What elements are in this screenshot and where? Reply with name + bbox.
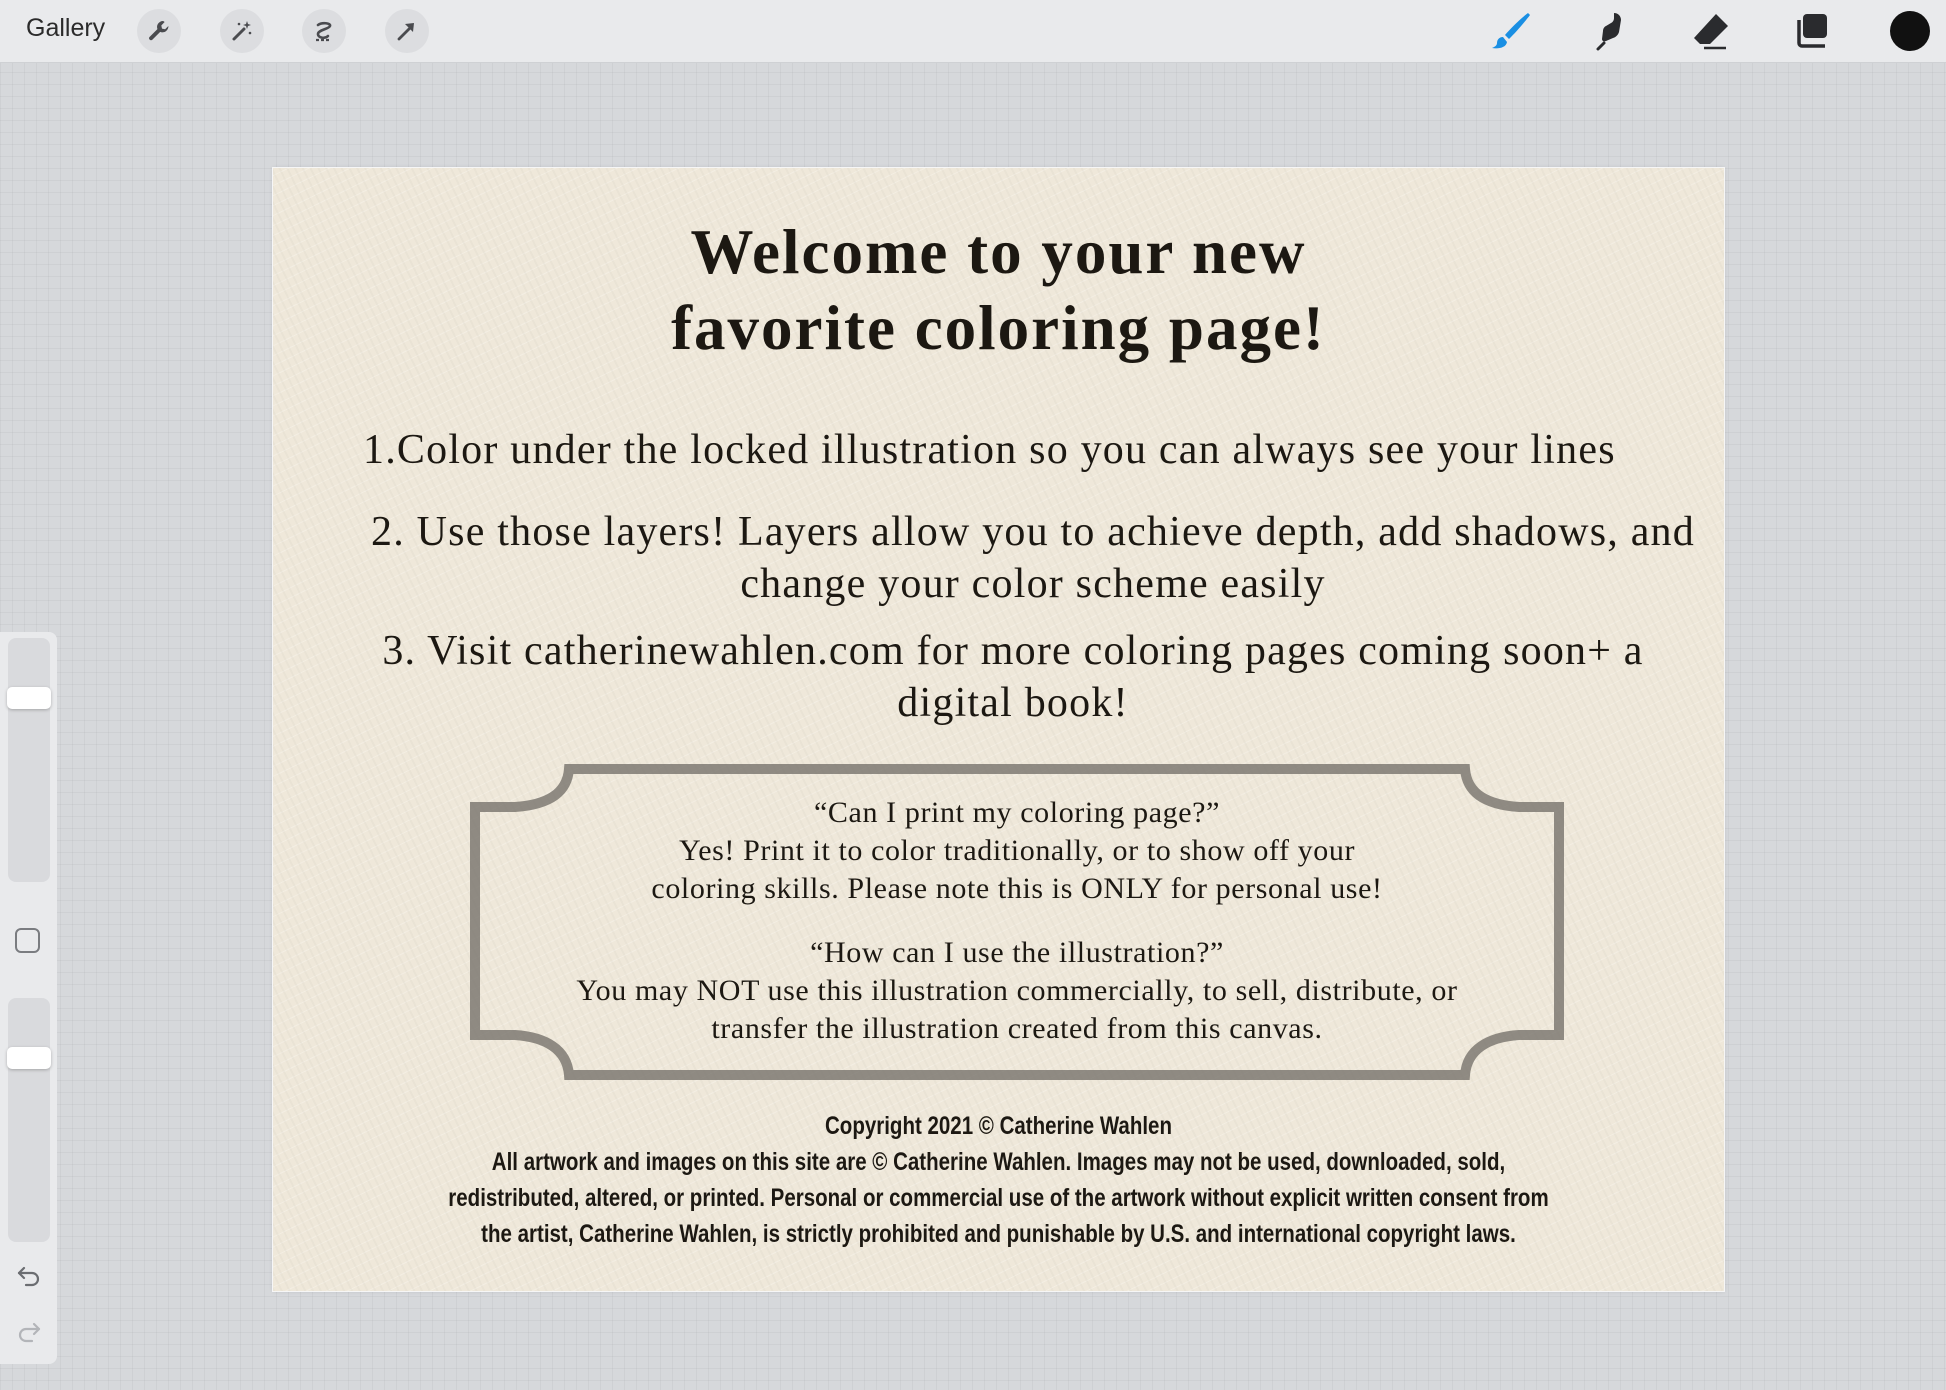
faq-answer-line: Yes! Print it to color traditionally, or to show off your [678,834,1356,867]
redo-icon[interactable] [14,1316,44,1346]
transform-arrow-icon[interactable] [385,9,429,53]
step-line: 3. Visit catherinewahlen.com for more coloring pages coming soon+ a [382,628,1644,674]
left-sidebar [0,632,57,1364]
step-line: 2. Use those layers! Layers allow you to achieve depth, add shadows, and [371,509,1695,555]
copyright-line: the artist, Catherine Wahlen, is strictly prohibited and punishable by U.S. and international copyright laws. [481,1220,1516,1248]
brush-size-slider-thumb[interactable] [7,687,51,709]
magic-wand-icon[interactable] [220,9,264,53]
title-line: Welcome to your new [690,217,1307,287]
eraser-icon[interactable] [1690,10,1732,52]
selection-icon[interactable] [302,9,346,53]
faq-print [469,794,1565,908]
faq-question: “How can I use the illustration?” [810,936,1224,969]
undo-icon[interactable] [14,1260,44,1290]
faq-answer-line: coloring skills. Please note this is ONLY for personal use! [651,872,1383,905]
wrench-icon[interactable] [137,9,181,53]
step-1 [363,424,1703,476]
copyright-line: redistributed, altered, or printed. Personal or commercial use of the artwork without explicit written consent from [448,1184,1549,1212]
opacity-slider[interactable] [8,998,50,1242]
step-2 [353,506,1713,610]
brush-icon[interactable] [1490,10,1532,52]
title-line: favorite coloring page! [671,293,1326,363]
step-3 [353,625,1673,729]
gallery-button[interactable]: Gallery [26,14,106,42]
opacity-slider-thumb[interactable] [7,1047,51,1069]
faq-use [469,934,1565,1048]
step-line: change your color scheme easily [740,561,1326,607]
layers-icon[interactable] [1790,10,1832,52]
drawing-canvas[interactable] [273,168,1724,1291]
page-title [273,214,1724,366]
brush-size-slider[interactable] [8,638,50,882]
faq-question: “Can I print my coloring page?” [814,796,1220,829]
copyright-line: All artwork and images on this site are © Catherine Wahlen. Images may not be used, downloaded, sold, [491,1148,1506,1176]
faq-answer-line: transfer the illustration created from this canvas. [711,1012,1323,1045]
top-toolbar [0,0,1946,63]
faq-answer-line: You may NOT use this illustration commercially, to sell, distribute, or [576,974,1458,1007]
copyright-line: Copyright 2021 © Catherine Wahlen [825,1112,1172,1140]
square-modify-icon[interactable] [15,928,40,953]
step-line: digital book! [897,680,1129,726]
smudge-icon[interactable] [1590,10,1632,52]
color-picker-swatch[interactable] [1890,11,1930,51]
step-line: 1.Color under the locked illustration so you can always see your lines [363,427,1616,473]
copyright-notice [273,1108,1724,1252]
